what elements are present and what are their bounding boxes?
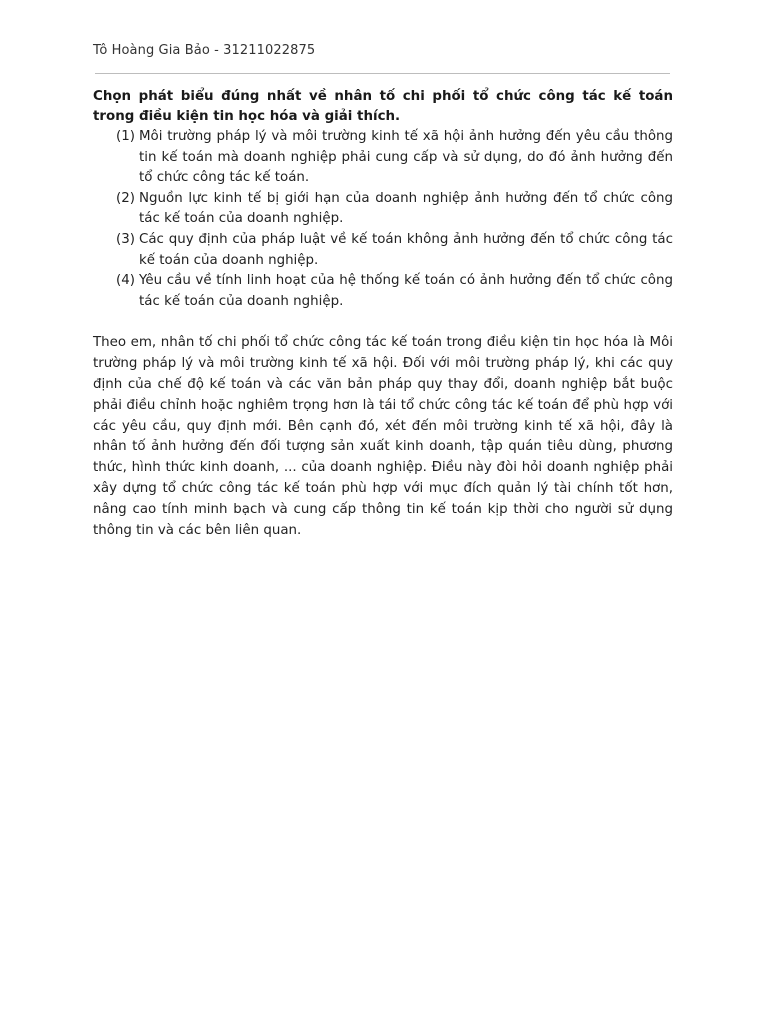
answer-options-list [93, 127, 673, 312]
option-item-1 [93, 127, 673, 189]
answer-paragraph: Theo em, nhân tố chi phối tổ chức công tác kế toán trong điều kiện tin học hóa là Môi trường pháp lý và môi trường kinh tế xã hội. Đối với môi trường pháp lý, khi các quy định của chế độ kế toán và các văn bản pháp quy thay đổi, doanh nghiệp bắt buộc phải điều chỉnh hoặc nghiêm trọng hơn là tái tổ chức công tác kế toán để phù hợp với các yêu cầu, quy định mới. Bên cạnh đó, xét đến môi trường kinh tế xã hội, đây là nhân tố ảnh hưởng đến đối tượng sản xuất kinh doanh, tập quán tiêu dùng, phương thức, hình thức kinh doanh, ... của doanh nghiệp. Điều này đòi hỏi doanh nghiệp phải xây dựng tổ chức công tác kế toán phù hợp với mục đích quản lý tài chính tốt hơn, nâng cao tính minh bạch và cung cấp thông tin kế toán kịp thời cho người sử dụng thông tin và các bên liên quan. [93, 335, 673, 538]
option-number: (2) [116, 190, 135, 206]
option-item-4 [93, 271, 673, 312]
option-item-2 [93, 189, 673, 230]
header-divider [95, 73, 670, 74]
option-text: Yêu cầu về tính linh hoạt của hệ thống kế toán có ảnh hưởng đến tổ chức công tác kế toán của doanh nghiệp. [139, 273, 673, 309]
question-prompt: Chọn phát biểu đúng nhất về nhân tố chi phối tổ chức công tác kế toán trong điều kiện tin học hóa và giải thích. [93, 89, 673, 124]
page-header-author: Tô Hoàng Gia Bảo - 31211022875 [93, 43, 316, 58]
option-number: (4) [116, 273, 135, 289]
option-text: Môi trường pháp lý và môi trường kinh tế xã hội ảnh hưởng đến yêu cầu thông tin kế toán mà doanh nghiệp phải cung cấp và sử dụng, do đó ảnh hưởng đến tổ chức công tác kế toán. [139, 129, 673, 186]
option-number: (1) [116, 129, 135, 144]
option-item-3 [93, 230, 673, 271]
option-number: (3) [116, 231, 135, 247]
option-text: Nguồn lực kinh tế bị giới hạn của doanh nghiệp ảnh hưởng đến tổ chức công tác kế toán của doanh nghiệp. [139, 190, 673, 227]
option-text: Các quy định của pháp luật về kế toán không ảnh hưởng đến tổ chức công tác kế toán của doanh nghiệp. [139, 231, 673, 268]
document-body [93, 87, 673, 541]
